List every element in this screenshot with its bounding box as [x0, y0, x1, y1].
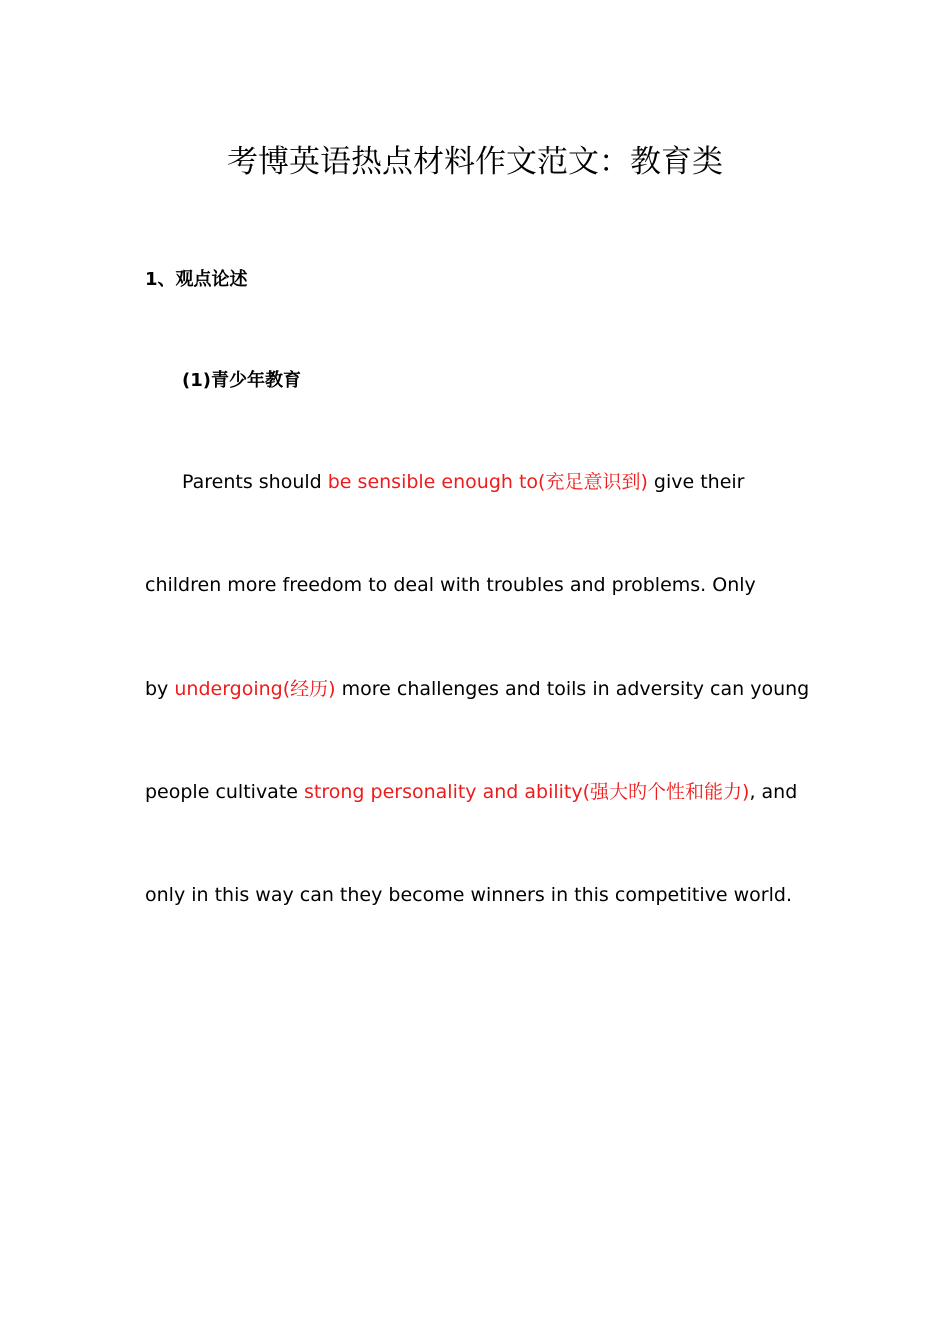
- paragraph-line-3: [145, 675, 809, 703]
- highlighted-phrase: be sensible enough to(充足意识到): [327, 471, 648, 493]
- line-text: people cultivate: [145, 781, 305, 803]
- sub-heading: (1)青少年教育: [182, 370, 301, 391]
- line-text: , and: [749, 781, 798, 803]
- highlighted-phrase: strong personality and ability(强大旳个性和能力): [304, 781, 750, 803]
- section-heading: 1、观点论述: [145, 269, 248, 290]
- line-text: give their: [647, 471, 745, 493]
- line-text: only in this way can they become winners in this competitive world.: [145, 884, 792, 906]
- line-text: more challenges and toils in adversity can young: [335, 678, 810, 700]
- line-text: children more freedom to deal with troubles and problems. Only: [145, 574, 756, 596]
- line-text: by: [145, 678, 175, 700]
- paragraph-line-5: [145, 881, 792, 909]
- highlighted-phrase: undergoing(经历): [174, 678, 336, 700]
- paragraph-line-1: [182, 468, 744, 496]
- document-title: 考博英语热点材料作文范文：教育类: [227, 144, 723, 180]
- paragraph-line-4: [145, 778, 797, 806]
- paragraph-line-2: [145, 571, 756, 599]
- line-text: Parents should: [182, 471, 328, 493]
